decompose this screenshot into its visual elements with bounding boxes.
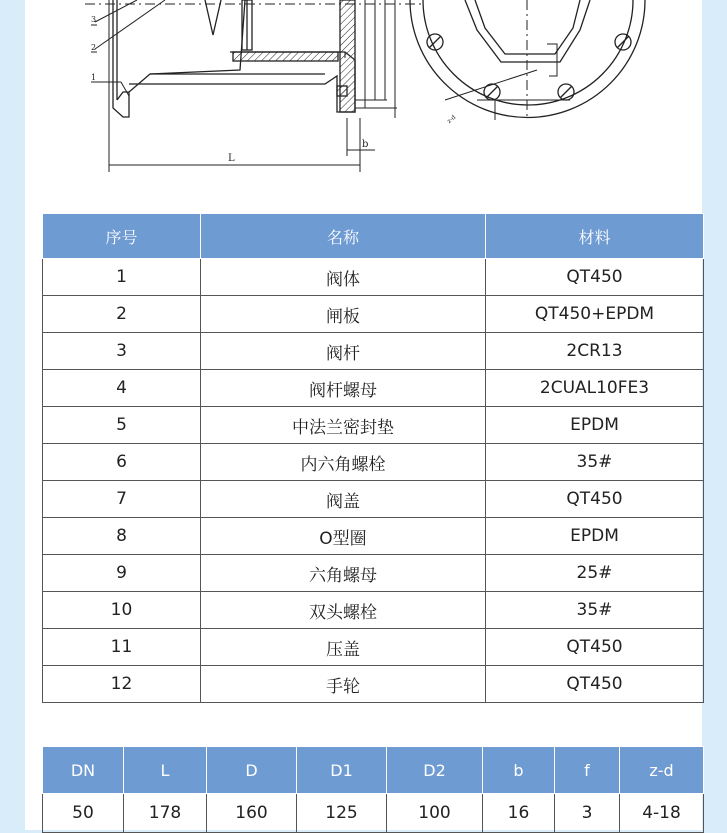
document-sheet — [25, 0, 702, 830]
cell-name: 双头螺栓 — [201, 592, 486, 629]
table-row — [43, 407, 704, 444]
table-row — [43, 296, 704, 333]
cell-material: QT450 — [486, 666, 704, 703]
header-material: 材料 — [486, 214, 704, 259]
dim-label-l: L — [228, 153, 235, 164]
table-row — [43, 518, 704, 555]
cell-material: 35# — [486, 444, 704, 481]
header-b: b — [483, 747, 555, 794]
cell-seq: 2 — [43, 296, 201, 333]
cell-name: 内六角螺栓 — [201, 444, 486, 481]
cell-seq: 8 — [43, 518, 201, 555]
callout-2: 2 — [91, 43, 97, 52]
cell-b: 16 — [483, 794, 555, 833]
cell-seq: 6 — [43, 444, 201, 481]
cell-name: 阀盖 — [201, 481, 486, 518]
cell-name: 手轮 — [201, 666, 486, 703]
cell-f: 3 — [555, 794, 620, 833]
callout-3: 3 — [91, 15, 97, 24]
table-row — [43, 444, 704, 481]
cell-name: 阀体 — [201, 259, 486, 296]
cell-name: 闸板 — [201, 296, 486, 333]
table-row — [43, 555, 704, 592]
callout-1: 1 — [91, 73, 97, 82]
cell-d: 160 — [207, 794, 297, 833]
cell-seq: 3 — [43, 333, 201, 370]
parts-header-row — [43, 214, 704, 259]
header-d1: D1 — [297, 747, 387, 794]
cell-material: QT450 — [486, 259, 704, 296]
dims-header-row — [43, 747, 704, 794]
header-dn: DN — [43, 747, 124, 794]
cell-seq: 7 — [43, 481, 201, 518]
cell-l: 178 — [124, 794, 207, 833]
cell-name: 阀杆 — [201, 333, 486, 370]
header-name: 名称 — [201, 214, 486, 259]
valve-technical-drawing — [25, 0, 702, 190]
dimensions-table — [42, 746, 704, 833]
cell-material: EPDM — [486, 518, 704, 555]
header-d2: D2 — [387, 747, 483, 794]
cell-material: EPDM — [486, 407, 704, 444]
table-row — [43, 370, 704, 407]
table-row — [43, 629, 704, 666]
cell-material: 35# — [486, 592, 704, 629]
table-row — [43, 794, 704, 833]
cell-material: 2CR13 — [486, 333, 704, 370]
cell-seq: 11 — [43, 629, 201, 666]
table-row — [43, 259, 704, 296]
cell-seq: 5 — [43, 407, 201, 444]
cell-d1: 125 — [297, 794, 387, 833]
cell-material: QT450 — [486, 481, 704, 518]
cell-material: QT450+EPDM — [486, 296, 704, 333]
cell-seq: 12 — [43, 666, 201, 703]
table-row — [43, 666, 704, 703]
dim-label-zd: z-d — [445, 113, 458, 125]
cell-seq: 4 — [43, 370, 201, 407]
cell-d2: 100 — [387, 794, 483, 833]
header-zd: z-d — [620, 747, 704, 794]
cell-seq: 9 — [43, 555, 201, 592]
cell-name: 中法兰密封垫 — [201, 407, 486, 444]
header-f: f — [555, 747, 620, 794]
header-l: L — [124, 747, 207, 794]
table-row — [43, 481, 704, 518]
cell-name: 压盖 — [201, 629, 486, 666]
cell-seq: 1 — [43, 259, 201, 296]
cell-name: 阀杆螺母 — [201, 370, 486, 407]
header-d: D — [207, 747, 297, 794]
table-row — [43, 333, 704, 370]
cell-zd: 4-18 — [620, 794, 704, 833]
cell-seq: 10 — [43, 592, 201, 629]
cell-name: 六角螺母 — [201, 555, 486, 592]
cell-material: QT450 — [486, 629, 704, 666]
cell-material: 2CUAL10FE3 — [486, 370, 704, 407]
header-seq: 序号 — [43, 214, 201, 259]
parts-material-table — [42, 213, 704, 703]
table-row — [43, 592, 704, 629]
cell-dn: 50 — [43, 794, 124, 833]
dim-label-b: b — [362, 139, 369, 150]
cell-name: O型圈 — [201, 518, 486, 555]
cell-material: 25# — [486, 555, 704, 592]
